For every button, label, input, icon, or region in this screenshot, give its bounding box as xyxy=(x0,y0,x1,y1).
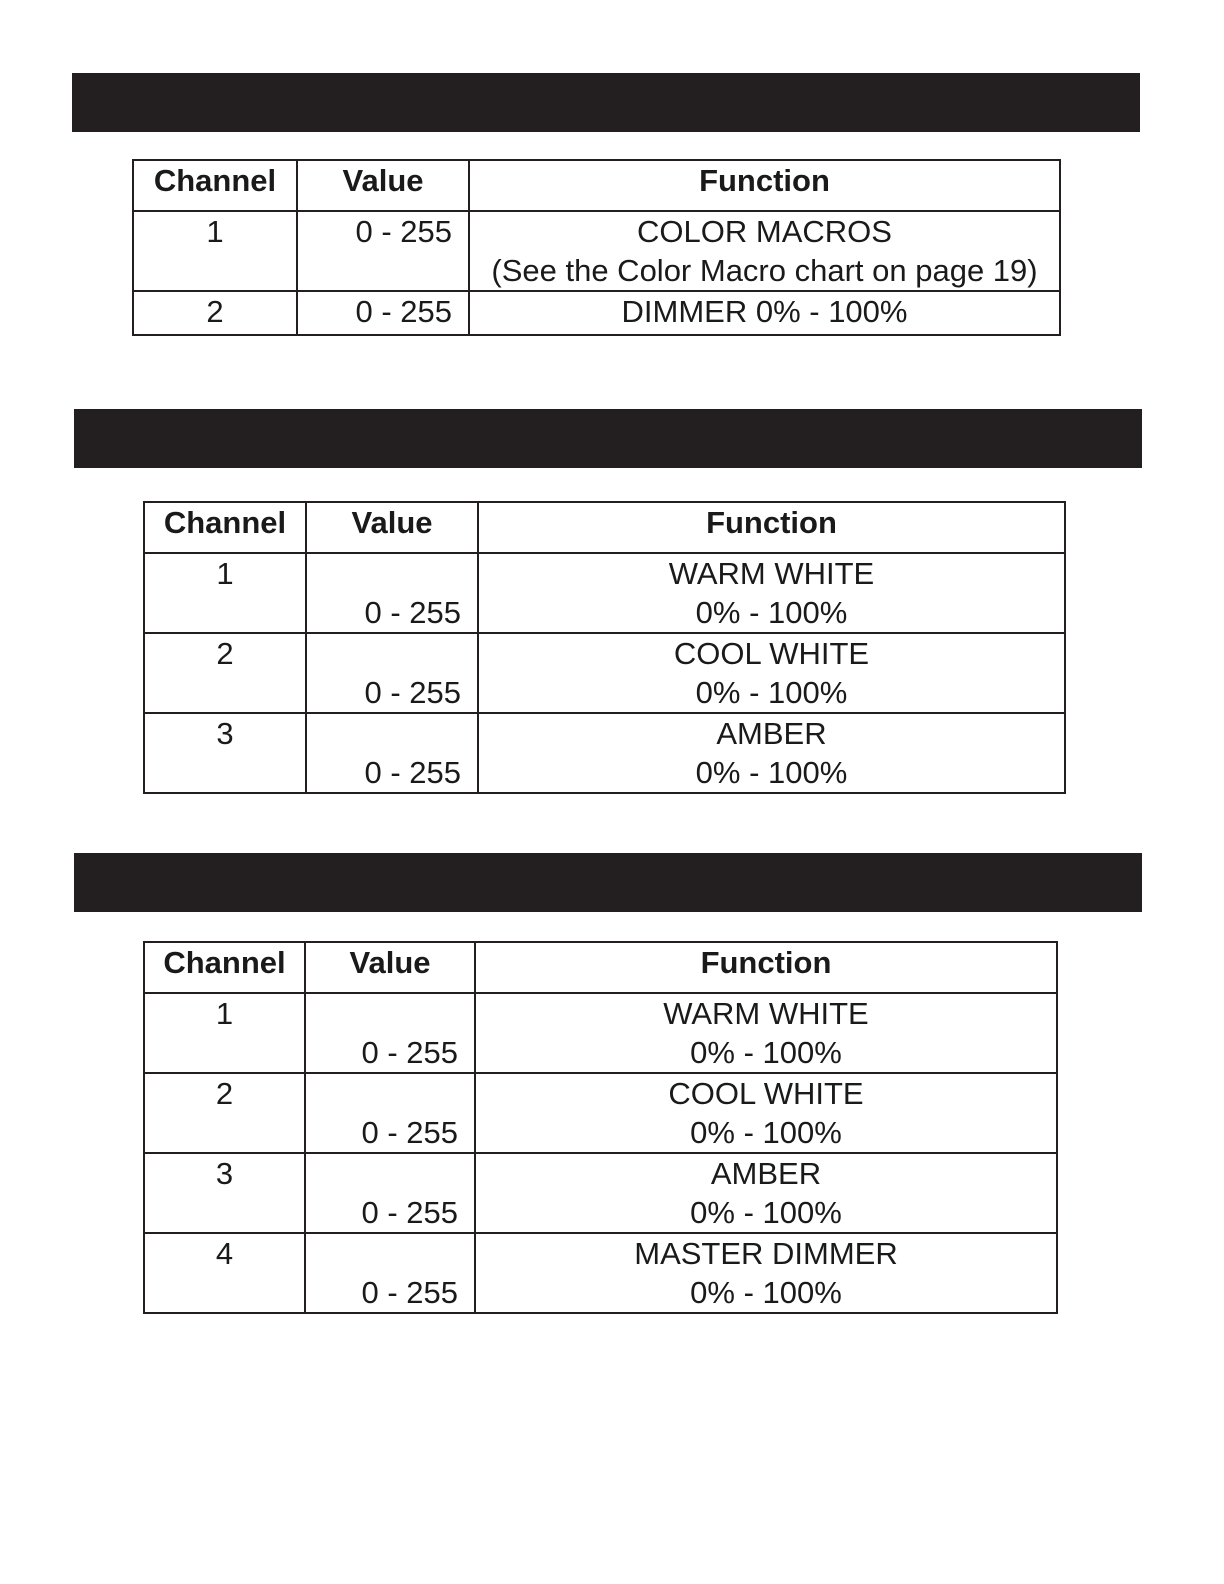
channel-cell: 2 xyxy=(144,1073,305,1153)
value-cell: 0 - 255 xyxy=(297,211,469,291)
value-cell: 0 - 255 xyxy=(305,1153,475,1233)
dmx-table-3 xyxy=(143,941,1058,1314)
table-header-row xyxy=(144,942,1057,993)
table-row xyxy=(144,553,1065,633)
value-header: Value xyxy=(305,942,475,993)
value-cell: 0 - 255 xyxy=(305,1233,475,1313)
table-header-row xyxy=(144,502,1065,553)
section-header-bar-2 xyxy=(74,409,1142,468)
value-cell: 0 - 255 xyxy=(305,1073,475,1153)
channel-cell: 1 xyxy=(133,211,297,291)
channel-cell: 1 xyxy=(144,553,306,633)
function-line: COLOR MACROS xyxy=(637,214,892,249)
function-cell xyxy=(475,1153,1057,1233)
value-cell: 0 - 255 xyxy=(306,553,478,633)
table-row xyxy=(144,713,1065,793)
table-row xyxy=(144,993,1057,1073)
function-line: AMBER xyxy=(710,1156,822,1191)
function-header: Function xyxy=(478,502,1065,553)
section-header-bar-3 xyxy=(74,853,1142,912)
value-cell: 0 - 255 xyxy=(306,713,478,793)
function-cell xyxy=(478,633,1065,713)
function-cell xyxy=(469,291,1060,335)
function-line: MASTER DIMMER xyxy=(634,1236,898,1271)
function-header: Function xyxy=(475,942,1057,993)
channel-cell: 2 xyxy=(133,291,297,335)
channel-header: Channel xyxy=(144,502,306,553)
function-cell xyxy=(469,211,1060,291)
function-line: 0% - 100% xyxy=(695,755,848,790)
function-line: 0% - 100% xyxy=(695,595,848,630)
dmx-table-1 xyxy=(132,159,1061,336)
channel-cell: 1 xyxy=(144,993,305,1073)
function-cell xyxy=(478,713,1065,793)
function-line: COOL WHITE xyxy=(668,1076,864,1111)
table-row xyxy=(144,1073,1057,1153)
function-line: 0% - 100% xyxy=(690,1115,842,1150)
function-cell xyxy=(475,1073,1057,1153)
section-header-bar-1 xyxy=(72,73,1140,132)
function-line: AMBER xyxy=(716,716,827,751)
function-line: COOL WHITE xyxy=(673,636,870,671)
channel-header: Channel xyxy=(144,942,305,993)
table-row xyxy=(144,1233,1057,1313)
channel-cell: 2 xyxy=(144,633,306,713)
function-line: 0% - 100% xyxy=(690,1275,842,1310)
value-cell: 0 - 255 xyxy=(305,993,475,1073)
table-row xyxy=(133,291,1060,335)
dmx-table-2 xyxy=(143,501,1066,794)
channel-cell: 3 xyxy=(144,713,306,793)
channel-cell: 4 xyxy=(144,1233,305,1313)
value-header: Value xyxy=(297,160,469,211)
value-cell: 0 - 255 xyxy=(297,291,469,335)
function-line: 0% - 100% xyxy=(690,1035,842,1070)
table-header-row xyxy=(133,160,1060,211)
function-line: WARM WHITE xyxy=(663,996,869,1031)
function-line: 0% - 100% xyxy=(695,675,848,710)
value-header: Value xyxy=(306,502,478,553)
function-cell xyxy=(478,553,1065,633)
function-line: DIMMER 0% - 100% xyxy=(621,294,908,329)
value-cell: 0 - 255 xyxy=(306,633,478,713)
function-line: WARM WHITE xyxy=(668,556,875,591)
function-line: (See the Color Macro chart on page 19) xyxy=(491,253,1038,288)
table-row xyxy=(144,633,1065,713)
function-cell xyxy=(475,1233,1057,1313)
table-row xyxy=(144,1153,1057,1233)
channel-header: Channel xyxy=(133,160,297,211)
function-header: Function xyxy=(469,160,1060,211)
channel-cell: 3 xyxy=(144,1153,305,1233)
table-row xyxy=(133,211,1060,291)
function-line: 0% - 100% xyxy=(690,1195,842,1230)
function-cell xyxy=(475,993,1057,1073)
